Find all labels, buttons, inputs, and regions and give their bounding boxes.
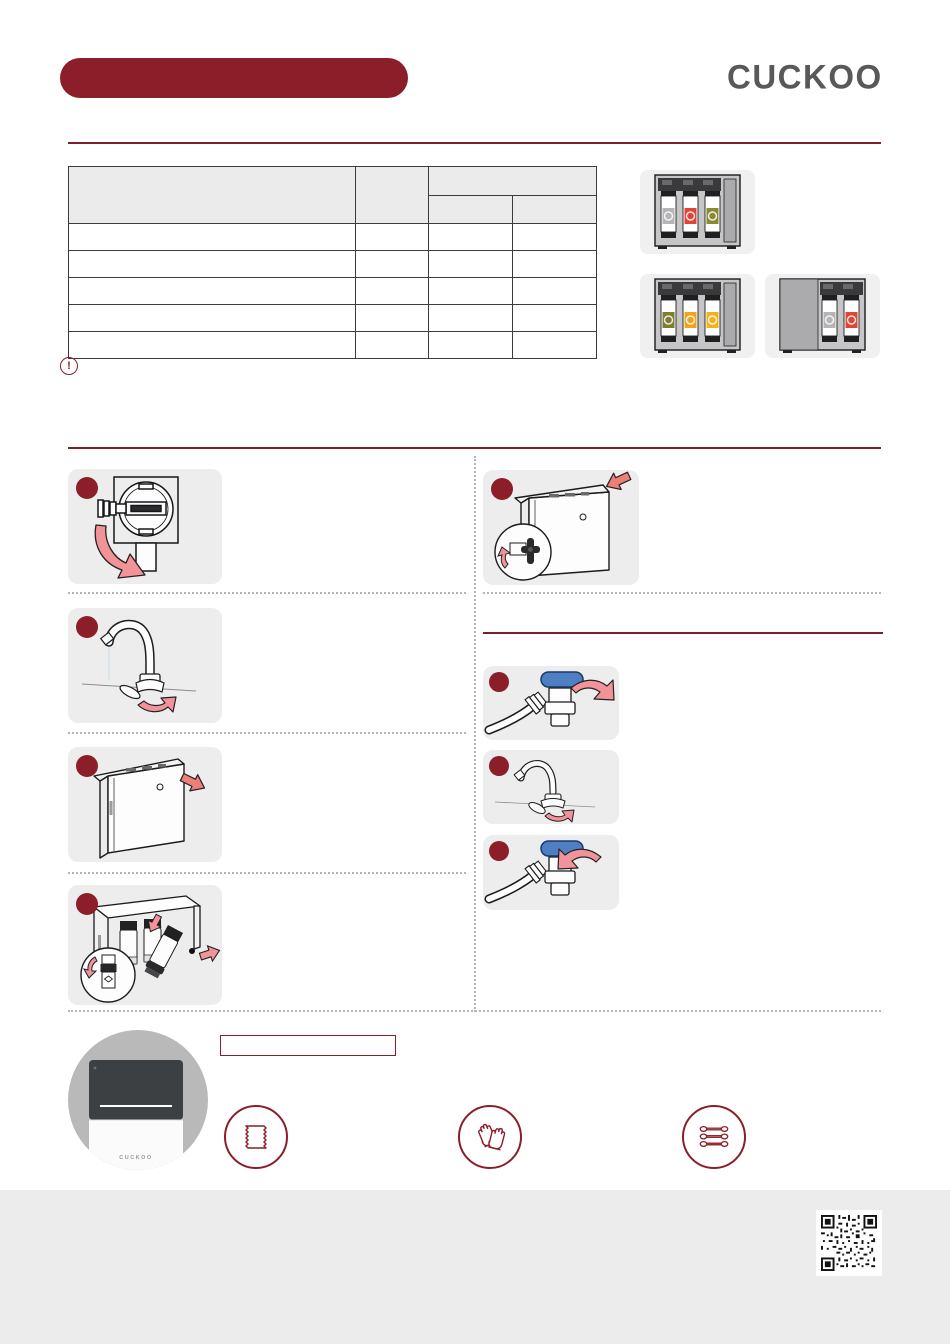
step-close-badge xyxy=(491,478,513,500)
towel-icon xyxy=(232,1113,280,1161)
table-cell xyxy=(356,251,429,278)
care-title-box xyxy=(220,1035,396,1056)
table-header-cell xyxy=(429,167,597,196)
filter-unit-diagram-bottom-right xyxy=(765,274,880,358)
table-cell xyxy=(429,332,513,359)
table-subheader-cell xyxy=(513,196,597,224)
step-1-illustration-box xyxy=(68,469,222,584)
qr-code xyxy=(816,1210,882,1276)
footer-band xyxy=(0,1190,950,1344)
step-close-illustration-box xyxy=(483,470,639,585)
step-separator xyxy=(68,592,466,594)
unscrew-arrow xyxy=(138,697,176,712)
filter-unit-two-illustration xyxy=(765,274,880,358)
filter-unit-three-illustration xyxy=(640,170,755,254)
table-cell xyxy=(429,278,513,305)
care-icon-circle xyxy=(224,1105,288,1169)
table-cell xyxy=(69,332,356,359)
table-cell xyxy=(429,305,513,332)
table-header-cell xyxy=(69,167,356,224)
filter-unit-diagram-bottom-left xyxy=(640,274,755,358)
table-subheader-cell xyxy=(429,196,513,224)
table-cell xyxy=(513,224,597,251)
table-cell xyxy=(513,332,597,359)
table-cell xyxy=(69,305,356,332)
remove-arrow xyxy=(198,943,222,964)
table-cell xyxy=(429,224,513,251)
step-3-badge xyxy=(76,755,98,777)
step-2-illustration-box xyxy=(68,608,222,723)
step-4-badge xyxy=(76,893,98,915)
step-3-illustration-box xyxy=(68,747,222,862)
sub-section-rule xyxy=(483,632,883,634)
title-bar-pill xyxy=(60,58,408,98)
step-4-illustration-box xyxy=(68,885,222,1005)
step-separator xyxy=(68,732,466,734)
filter-unit-diagram-top xyxy=(640,170,755,254)
section-rule-top xyxy=(68,142,881,144)
table-cell xyxy=(356,332,429,359)
sub-step-1-badge xyxy=(489,672,509,692)
filter-unit-three-illustration xyxy=(640,274,755,358)
section-rule-steps xyxy=(68,447,881,449)
sub-step-3-badge xyxy=(489,841,509,861)
step-1-badge xyxy=(76,477,98,499)
cuckoo-logo: CUCKOO xyxy=(727,57,883,96)
qr-code-pattern xyxy=(821,1215,877,1271)
gloves-icon xyxy=(466,1113,514,1161)
bottom-separator xyxy=(68,1010,881,1012)
step-separator xyxy=(483,592,881,594)
purifier-product-image xyxy=(68,1030,208,1170)
table-cell xyxy=(429,251,513,278)
product-logo-text: CUCKOO xyxy=(119,1155,153,1161)
table-cell xyxy=(356,224,429,251)
table-cell xyxy=(69,278,356,305)
warning-icon: ! xyxy=(60,357,78,375)
open-turn-arrow xyxy=(571,680,614,700)
sub-step-3-box xyxy=(483,835,619,910)
cotton-swabs-icon xyxy=(690,1113,738,1161)
check-turn-arrow xyxy=(545,810,574,822)
care-icon-circle xyxy=(682,1105,746,1169)
sub-step-2-box xyxy=(483,750,619,824)
table-cell xyxy=(356,305,429,332)
care-icon-circle xyxy=(458,1105,522,1169)
table-cell xyxy=(513,305,597,332)
sub-step-1-box xyxy=(483,666,619,740)
table-cell xyxy=(69,224,356,251)
table-cell xyxy=(513,278,597,305)
product-photo-circle xyxy=(68,1030,208,1170)
step-2-badge xyxy=(76,616,98,638)
table-cell xyxy=(513,251,597,278)
table-cell xyxy=(356,278,429,305)
filter-spec-table xyxy=(68,166,597,359)
table-header-cell xyxy=(356,167,429,224)
table-cell xyxy=(69,251,356,278)
step-separator xyxy=(68,872,466,874)
column-divider xyxy=(474,456,476,1012)
sub-step-2-badge xyxy=(489,756,509,776)
